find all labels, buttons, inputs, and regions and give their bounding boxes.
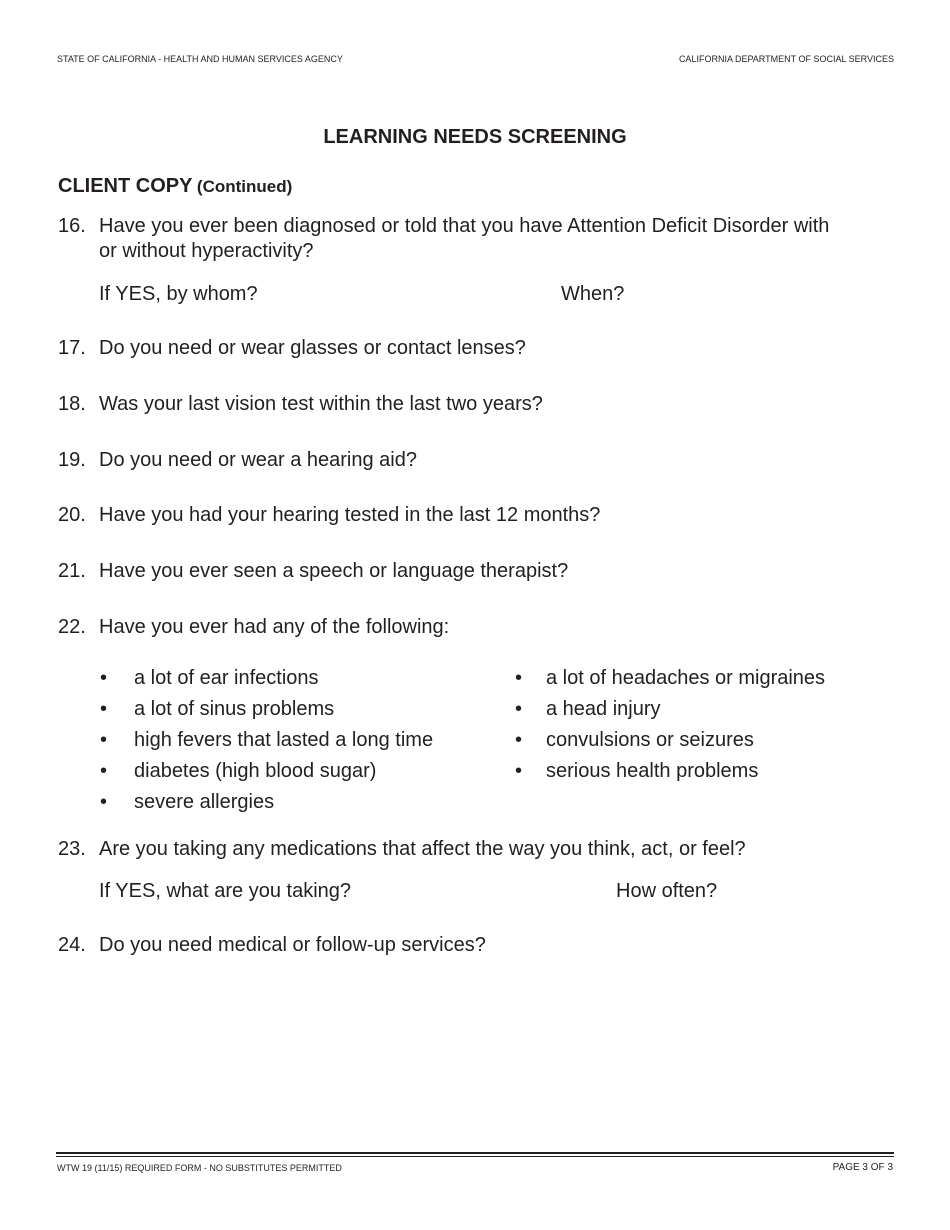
- condition-label: serious health problems: [546, 760, 759, 782]
- condition-label: a lot of sinus problems: [134, 698, 335, 720]
- question-number: 23.: [58, 838, 86, 860]
- condition-label: a head injury: [546, 698, 661, 720]
- question-number: 16.: [58, 215, 86, 237]
- question-text: Have you ever had any of the following:: [99, 616, 450, 638]
- agency-header: STATE OF CALIFORNIA - HEALTH AND HUMAN SERVICES AGENCY: [57, 54, 343, 64]
- form-number: WTW 19 (11/15) REQUIRED FORM - NO SUBSTITUTES PERMITTED: [57, 1163, 342, 1173]
- question-text: Do you need medical or follow-up services?: [99, 934, 486, 956]
- department-header: CALIFORNIA DEPARTMENT OF SOCIAL SERVICES: [678, 54, 894, 64]
- question-number: 22.: [58, 616, 86, 638]
- bullet-icon: •: [100, 698, 108, 720]
- question-text: Have you had your hearing tested in the last 12 months?: [99, 504, 601, 526]
- question-number: 18.: [58, 393, 86, 415]
- question-text-cont: or without hyperactivity?: [99, 240, 314, 262]
- bullet-icon: •: [100, 760, 108, 782]
- section-suffix: (Continued): [196, 177, 293, 196]
- footer-rule-top: [56, 1152, 894, 1154]
- question-text: Was your last vision test within the last two years?: [99, 393, 543, 415]
- condition-label: convulsions or seizures: [546, 729, 754, 751]
- followup-what: If YES, what are you taking?: [99, 880, 352, 902]
- bullet-icon: •: [515, 667, 523, 689]
- question-number: 19.: [58, 449, 86, 471]
- question-number: 24.: [58, 934, 86, 956]
- followup-when: When?: [561, 283, 625, 305]
- question-text: Do you need or wear a hearing aid?: [99, 449, 417, 471]
- bullet-icon: •: [100, 729, 108, 751]
- followup-how-often: How often?: [616, 880, 718, 902]
- question-text: Do you need or wear glasses or contact lenses?: [99, 337, 526, 359]
- question-number: 17.: [58, 337, 86, 359]
- bullet-icon: •: [515, 698, 523, 720]
- condition-label: diabetes (high blood sugar): [134, 760, 377, 782]
- condition-label: a lot of headaches or migraines: [546, 667, 826, 689]
- bullet-icon: •: [515, 729, 523, 751]
- question-number: 20.: [58, 504, 86, 526]
- question-text: Have you ever been diagnosed or told that you have Attention Deficit Disorder with: [99, 215, 830, 237]
- question-text: Have you ever seen a speech or language therapist?: [99, 560, 569, 582]
- bullet-icon: •: [515, 760, 523, 782]
- footer-rule-bottom: [56, 1156, 894, 1157]
- bullet-icon: •: [100, 791, 108, 813]
- condition-label: severe allergies: [134, 791, 275, 813]
- followup-by-whom: If YES, by whom?: [99, 283, 258, 305]
- page-title: LEARNING NEEDS SCREENING: [323, 126, 627, 148]
- condition-label: high fevers that lasted a long time: [134, 729, 434, 751]
- question-number: 21.: [58, 560, 86, 582]
- question-text: Are you taking any medications that affect the way you think, act, or feel?: [99, 838, 746, 860]
- section-label: CLIENT COPY: [58, 175, 193, 197]
- page-number: PAGE 3 OF 3: [832, 1162, 893, 1173]
- bullet-icon: •: [100, 667, 108, 689]
- condition-label: a lot of ear infections: [134, 667, 319, 689]
- section-heading: [58, 175, 292, 198]
